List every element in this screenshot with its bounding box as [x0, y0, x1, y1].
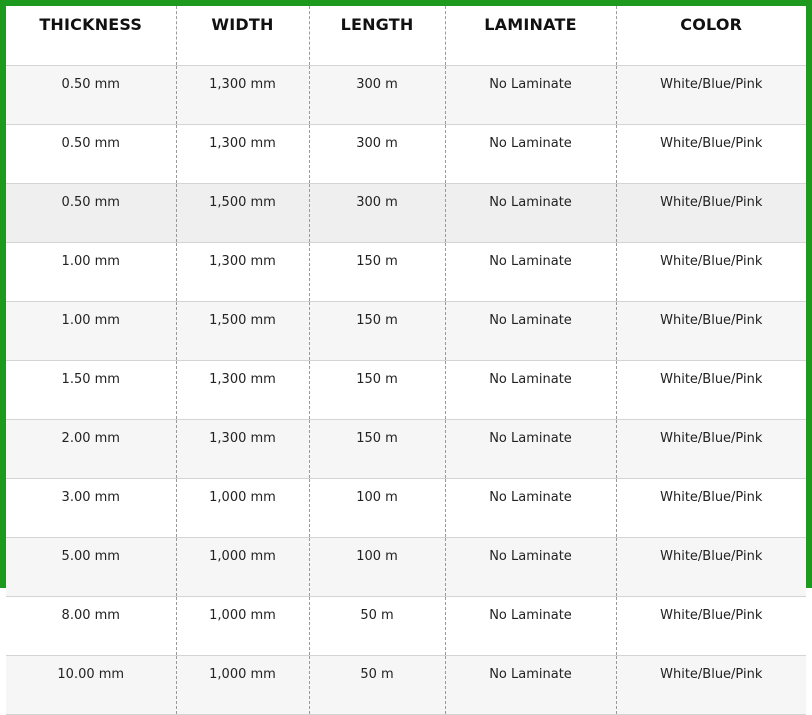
- cell-laminate: No Laminate: [445, 479, 616, 538]
- cell-laminate: No Laminate: [445, 420, 616, 479]
- cell-length: 150 m: [309, 420, 445, 479]
- cell-width: 1,000 mm: [176, 538, 309, 597]
- column-header-thickness: THICKNESS: [6, 6, 176, 66]
- cell-width: 1,000 mm: [176, 597, 309, 656]
- cell-length: 300 m: [309, 184, 445, 243]
- cell-color: White/Blue/Pink: [616, 420, 806, 479]
- cell-width: 1,300 mm: [176, 66, 309, 125]
- cell-laminate: No Laminate: [445, 302, 616, 361]
- cell-laminate: No Laminate: [445, 243, 616, 302]
- column-header-laminate: LAMINATE: [445, 6, 616, 66]
- cell-color: White/Blue/Pink: [616, 184, 806, 243]
- cell-thickness: 0.50 mm: [6, 66, 176, 125]
- cell-width: 1,300 mm: [176, 361, 309, 420]
- cell-length: 50 m: [309, 656, 445, 715]
- cell-width: 1,300 mm: [176, 420, 309, 479]
- cell-width: 1,500 mm: [176, 302, 309, 361]
- cell-width: 1,300 mm: [176, 243, 309, 302]
- cell-length: 50 m: [309, 597, 445, 656]
- table-row: [6, 302, 806, 361]
- table-row: [6, 125, 806, 184]
- cell-thickness: 0.50 mm: [6, 125, 176, 184]
- cell-laminate: No Laminate: [445, 66, 616, 125]
- cell-laminate: No Laminate: [445, 656, 616, 715]
- cell-color: White/Blue/Pink: [616, 656, 806, 715]
- column-header-color: COLOR: [616, 6, 806, 66]
- cell-color: White/Blue/Pink: [616, 361, 806, 420]
- cell-laminate: No Laminate: [445, 184, 616, 243]
- cell-laminate: No Laminate: [445, 361, 616, 420]
- cell-thickness: 0.50 mm: [6, 184, 176, 243]
- table-row: [6, 361, 806, 420]
- cell-color: White/Blue/Pink: [616, 538, 806, 597]
- table-row: [6, 243, 806, 302]
- cell-thickness: 8.00 mm: [6, 597, 176, 656]
- cell-length: 100 m: [309, 479, 445, 538]
- cell-thickness: 10.00 mm: [6, 656, 176, 715]
- cell-length: 150 m: [309, 302, 445, 361]
- cell-width: 1,300 mm: [176, 125, 309, 184]
- cell-color: White/Blue/Pink: [616, 66, 806, 125]
- cell-thickness: 1.00 mm: [6, 302, 176, 361]
- cell-color: White/Blue/Pink: [616, 243, 806, 302]
- cell-thickness: 3.00 mm: [6, 479, 176, 538]
- table-row: [6, 597, 806, 656]
- cell-width: 1,500 mm: [176, 184, 309, 243]
- table-body: [6, 66, 806, 715]
- cell-laminate: No Laminate: [445, 597, 616, 656]
- cell-thickness: 1.50 mm: [6, 361, 176, 420]
- cell-width: 1,000 mm: [176, 656, 309, 715]
- table-row: [6, 66, 806, 125]
- cell-laminate: No Laminate: [445, 125, 616, 184]
- header-row: [6, 6, 806, 66]
- cell-length: 300 m: [309, 66, 445, 125]
- column-header-width: WIDTH: [176, 6, 309, 66]
- column-header-length: LENGTH: [309, 6, 445, 66]
- table-row: [6, 656, 806, 715]
- cell-color: White/Blue/Pink: [616, 479, 806, 538]
- spec-table: [6, 6, 806, 715]
- cell-color: White/Blue/Pink: [616, 125, 806, 184]
- cell-length: 100 m: [309, 538, 445, 597]
- cell-color: White/Blue/Pink: [616, 597, 806, 656]
- cell-length: 150 m: [309, 361, 445, 420]
- cell-thickness: 1.00 mm: [6, 243, 176, 302]
- cell-color: White/Blue/Pink: [616, 302, 806, 361]
- table-header: [6, 6, 806, 66]
- cell-thickness: 2.00 mm: [6, 420, 176, 479]
- cell-width: 1,000 mm: [176, 479, 309, 538]
- table-row: [6, 479, 806, 538]
- cell-length: 150 m: [309, 243, 445, 302]
- table-row: [6, 184, 806, 243]
- table-row: [6, 420, 806, 479]
- cell-length: 300 m: [309, 125, 445, 184]
- cell-laminate: No Laminate: [445, 538, 616, 597]
- cell-thickness: 5.00 mm: [6, 538, 176, 597]
